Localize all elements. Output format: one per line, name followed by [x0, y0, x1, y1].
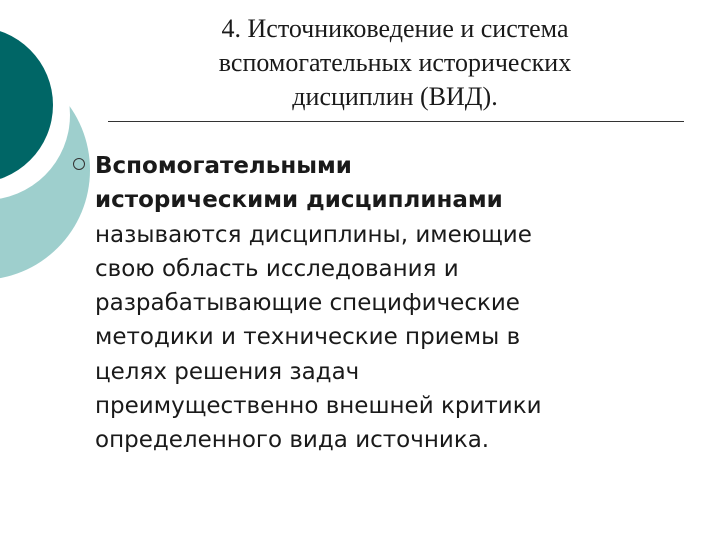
body-line: преимущественно внешней критики	[95, 393, 542, 420]
title-underline-divider	[108, 121, 684, 122]
body-line: называются дисциплины, имеющие	[95, 221, 532, 248]
body-line: определенного вида источника.	[95, 427, 490, 454]
bold-term-line: историческими дисциплинами	[95, 187, 503, 214]
title-line: вспомогательных исторических	[218, 48, 572, 77]
slide-title	[150, 12, 640, 114]
body-paragraph	[95, 149, 695, 458]
hollow-circle-bullet-icon	[73, 158, 85, 170]
bold-term-line: Вспомогательными	[95, 153, 352, 179]
body-line: методики и технические приемы в	[95, 324, 521, 351]
body-line: свою область исследования и	[95, 255, 459, 282]
body-line: разрабатывающие специфические	[95, 290, 520, 317]
title-line: 4. Источниковедение и система	[221, 14, 569, 43]
title-line: дисциплин (ВИД).	[292, 82, 498, 111]
body-line: целях решения задач	[95, 358, 360, 385]
